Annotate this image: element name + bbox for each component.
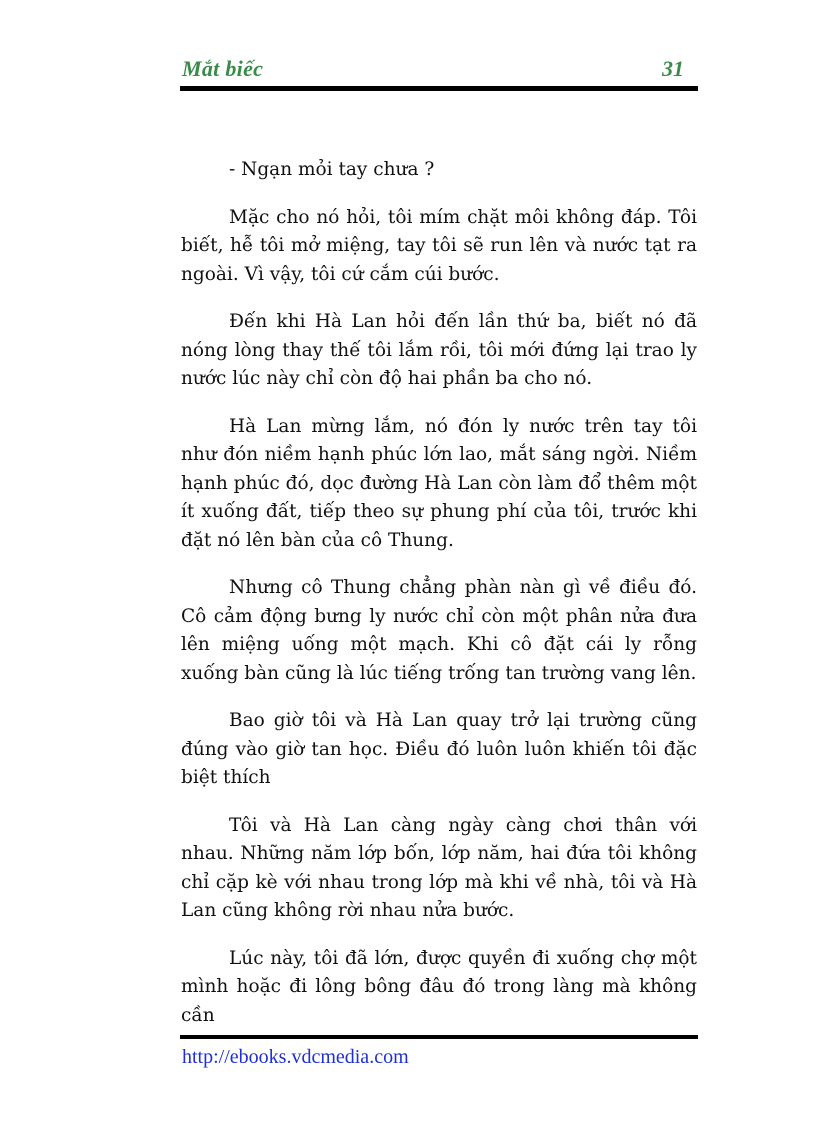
paragraph: - Ngạn mỏi tay chưa ? bbox=[229, 159, 435, 180]
header-divider bbox=[180, 86, 698, 91]
paragraph: Bao giờ tôi và Hà Lan quay trở lại trường cũng đúng vào giờ tan học. Điều đó luôn luôn khiến tôi đặc biệt thích bbox=[181, 710, 697, 788]
page-header bbox=[182, 56, 698, 88]
page-body bbox=[181, 156, 697, 1049]
book-title: Mắt biếc bbox=[182, 56, 264, 81]
page-number: 31 bbox=[662, 56, 684, 81]
paragraph: Đến khi Hà Lan hỏi đến lần thứ ba, biết nó đã nóng lòng thay thế tôi lắm rồi, tôi mới đứng lại trao ly nước lúc này chỉ còn độ hai phần ba cho nó. bbox=[181, 311, 697, 389]
paragraph: Mặc cho nó hỏi, tôi mím chặt môi không đáp. Tôi biết, hễ tôi mở miệng, tay tôi sẽ run lên và nước tạt ra ngoài. Vì vậy, tôi cứ cắm cúi bước. bbox=[181, 206, 697, 285]
paragraph: Tôi và Hà Lan càng ngày càng chơi thân với nhau. Những năm lớp bốn, lớp năm, hai đứa tôi không chỉ cặp kè với nhau trong lớp mà khi về nhà, tôi và Hà Lan cũng không rời nhau nửa bước. bbox=[181, 814, 697, 921]
paragraph: Lúc này, tôi đã lớn, được quyền đi xuống chợ một mình hoặc đi lông bông đâu đó trong làng mà không cần bbox=[181, 947, 697, 1026]
footer-divider bbox=[180, 1035, 698, 1039]
paragraph: Nhưng cô Thung chẳng phàn nàn gì về điều đó. Cô cảm động bưng ly nước chỉ còn một phân nửa đưa lên miệng uống một mạch. Khi cô đặt cái ly rỗng xuống bàn cũng là lúc tiếng trống tan trường vang lên. bbox=[181, 577, 697, 684]
paragraph: Hà Lan mừng lắm, nó đón ly nước trên tay tôi như đón niềm hạnh phúc lớn lao, mắt sáng ngời. Niềm hạnh phúc đó, dọc đường Hà Lan còn làm đổ thêm một ít xuống đất, tiếp theo sự phung phí của tôi, trước khi đặt nó lên bàn của cô Thung. bbox=[181, 415, 697, 551]
footer-url-link[interactable]: http://ebooks.vdcmedia.com bbox=[182, 1046, 409, 1068]
